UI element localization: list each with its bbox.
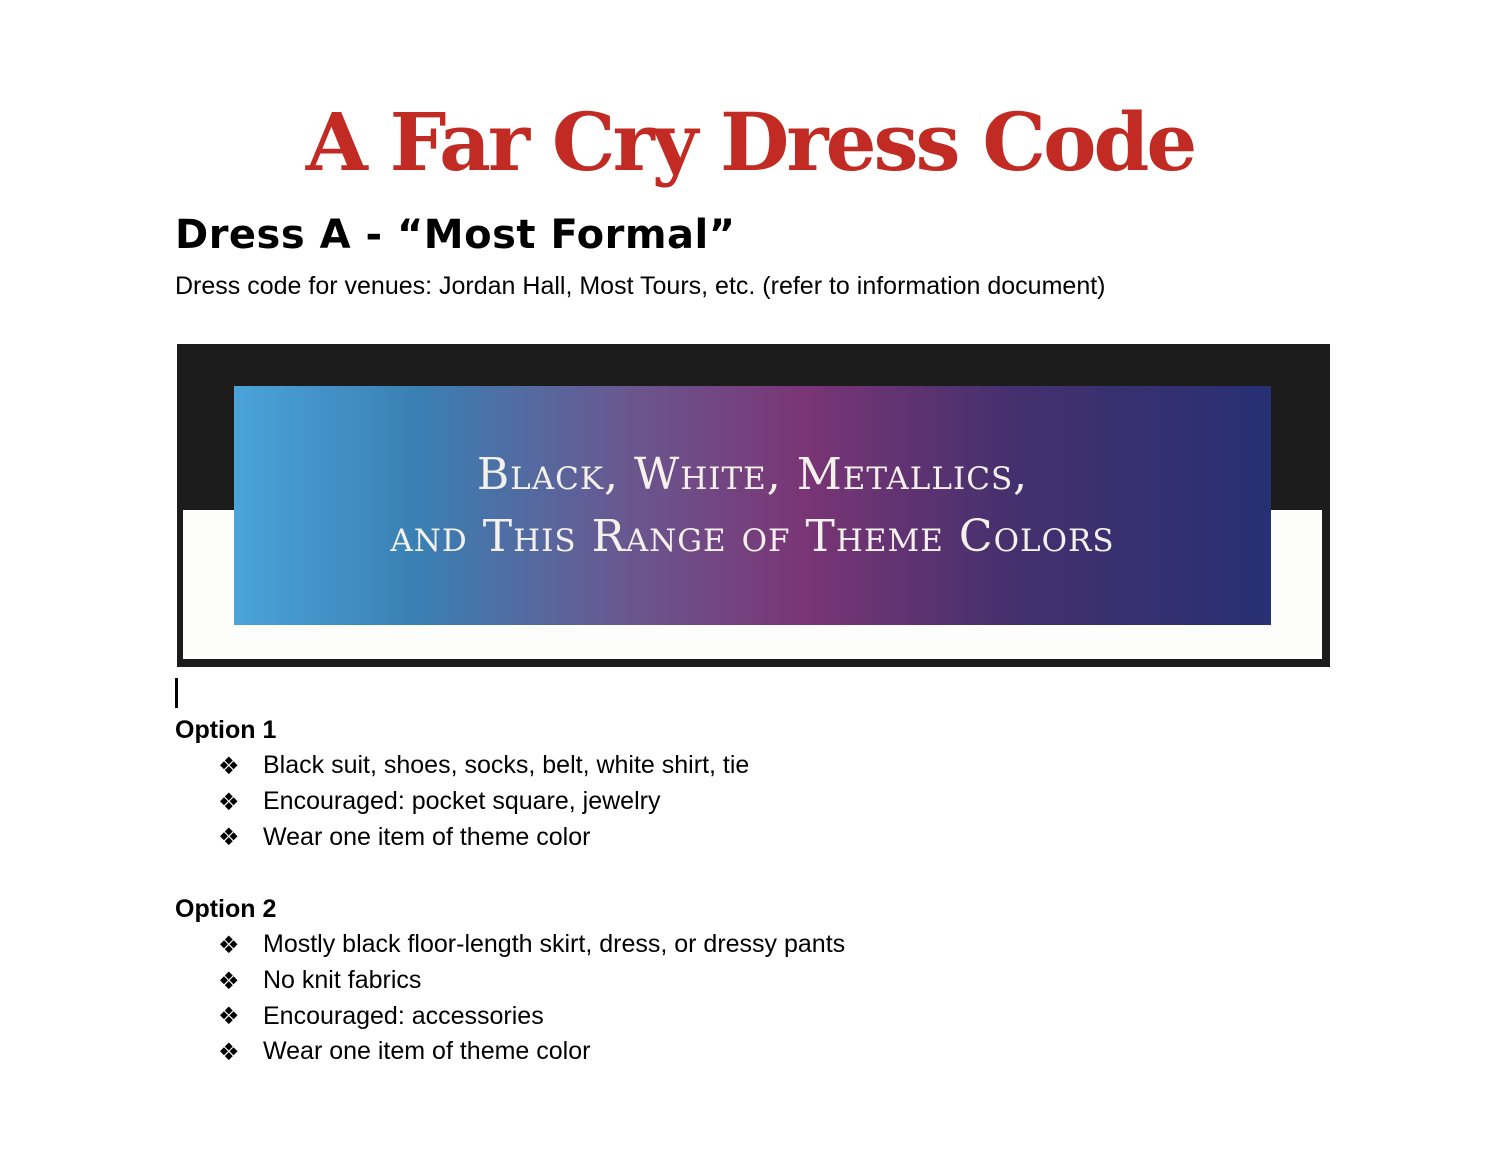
list-item-text: Wear one item of theme color xyxy=(263,1037,591,1066)
list-item xyxy=(218,1034,845,1070)
list-item xyxy=(218,927,845,963)
section-heading: Dress A - “Most Formal” xyxy=(175,212,736,258)
section-subtext: Dress code for venues: Jordan Hall, Most Tours, etc. (refer to information document) xyxy=(175,272,1106,300)
list-item xyxy=(218,748,749,784)
diamond-bullet-icon: ❖ xyxy=(218,930,240,959)
diamond-bullet-icon: ❖ xyxy=(218,1037,240,1066)
list-item xyxy=(218,819,749,855)
list-item-text: Encouraged: pocket square, jewelry xyxy=(263,787,661,816)
list-item xyxy=(218,784,749,820)
list-item xyxy=(218,998,845,1034)
list-item-text: No knit fabrics xyxy=(263,966,422,995)
document-title: A Far Cry Dress Code xyxy=(305,95,1195,189)
list-item-text: Wear one item of theme color xyxy=(263,822,591,851)
diamond-bullet-icon: ❖ xyxy=(218,1002,240,1031)
option-2-heading: Option 2 xyxy=(175,895,277,923)
banner-line-1: Black, White, Metallics, xyxy=(476,448,1029,500)
list-item xyxy=(218,963,845,999)
list-item-text: Black suit, shoes, socks, belt, white shirt, tie xyxy=(263,751,750,780)
banner-gradient-panel xyxy=(234,386,1271,625)
diamond-bullet-icon: ❖ xyxy=(218,823,240,852)
list-item-text: Encouraged: accessories xyxy=(263,1001,544,1030)
diamond-bullet-icon: ❖ xyxy=(218,751,240,780)
diamond-bullet-icon: ❖ xyxy=(218,787,240,816)
option-1-heading: Option 1 xyxy=(175,716,277,744)
diamond-bullet-icon: ❖ xyxy=(218,966,240,995)
option-1-list xyxy=(218,748,749,855)
theme-colors-banner xyxy=(177,344,1330,667)
text-cursor xyxy=(175,678,178,708)
option-2-list xyxy=(218,927,845,1070)
list-item-text: Mostly black floor-length skirt, dress, or dressy pants xyxy=(263,930,846,959)
banner-line-2: and This Range of Theme Colors xyxy=(390,510,1115,562)
